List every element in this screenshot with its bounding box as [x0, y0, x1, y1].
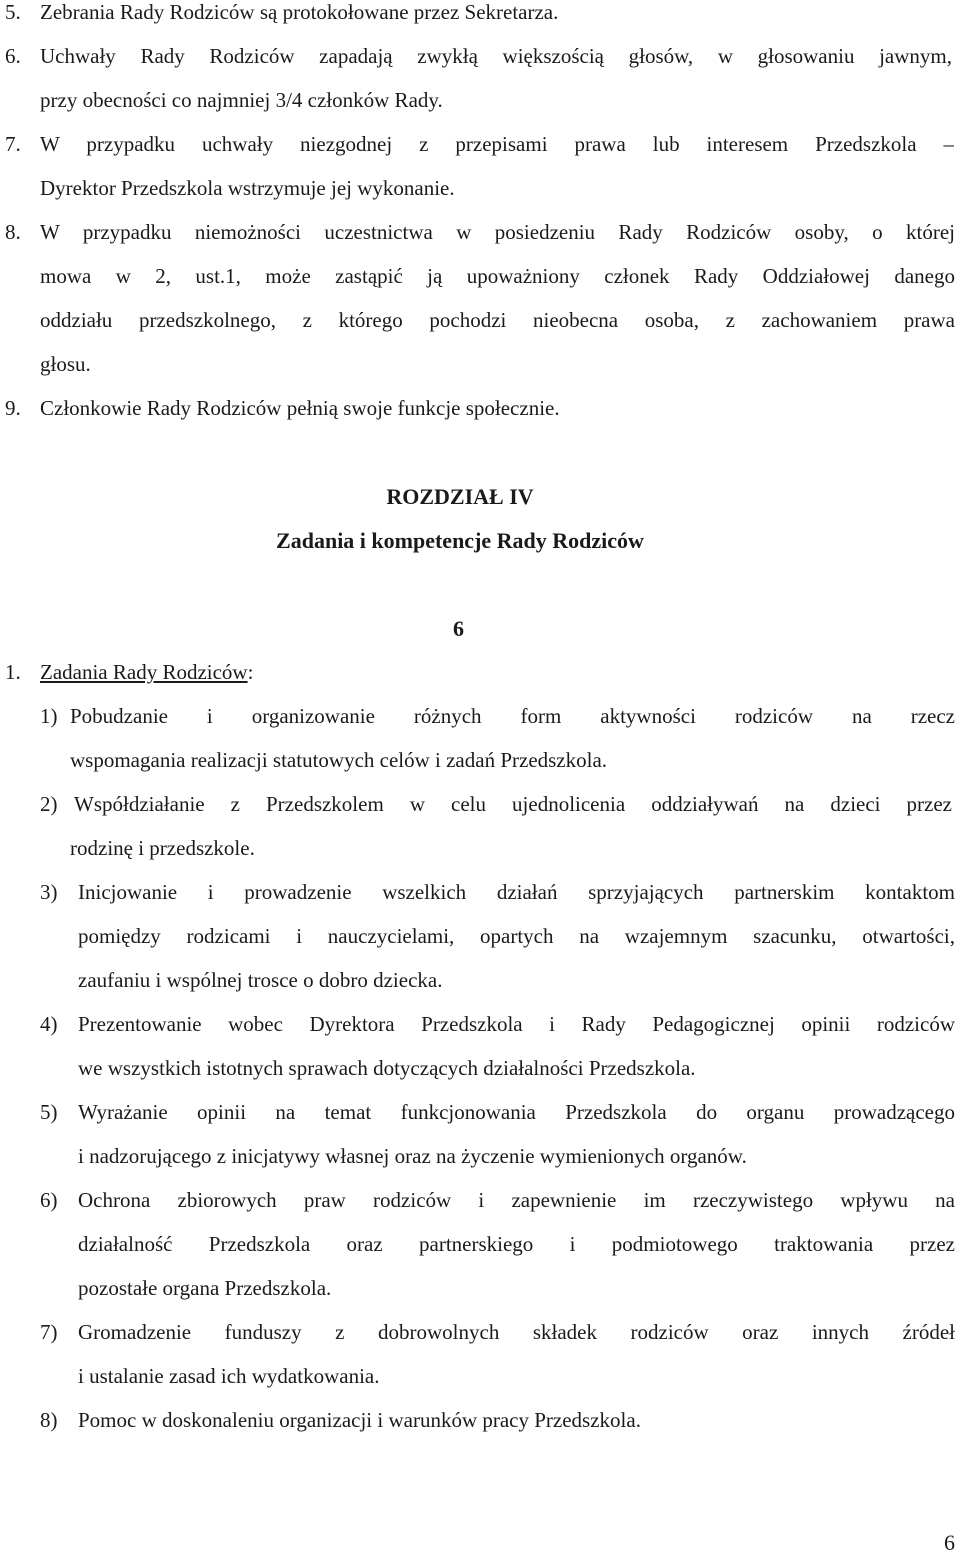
task-text: Gromadzenie funduszy z dobrowolnych składek rodziców oraz innych źródeł	[78, 1320, 955, 1344]
task-text: we wszystkich istotnych sprawach dotyczących działalności Przedszkola.	[78, 1056, 696, 1080]
task-text: Współdziałanie z Przedszkolem w celu ujednolicenia oddziaływań na dzieci przez	[74, 792, 952, 816]
list-item-text: przy obecności co najmniej 3/4 członków Rady.	[40, 88, 443, 112]
chapter-title: ROZDZIAŁ IV	[386, 484, 534, 509]
task-text: Pomoc w doskonaleniu organizacji i warunków pracy Przedszkola.	[78, 1408, 641, 1432]
task-number: 7)	[40, 1320, 58, 1344]
task-text: Pobudzanie i organizowanie różnych form aktywności rodziców na rzecz	[70, 704, 955, 728]
tasks-heading-text	[40, 660, 253, 685]
task-number: 5)	[40, 1100, 58, 1124]
task-text: zaufaniu i wspólnej trosce o dobro dziecka.	[78, 968, 443, 992]
list-item-text: Dyrektor Przedszkola wstrzymuje jej wykonanie.	[40, 176, 455, 200]
page-number: 6	[944, 1530, 955, 1555]
section-marker	[435, 616, 464, 642]
list-number: 8.	[5, 220, 21, 244]
task-text: i nadzorującego z inicjatywy własnej oraz na życzenie wymienionych organów.	[78, 1144, 747, 1168]
list-item-text: Uchwały Rady Rodziców zapadają zwykłą większością głosów, w głosowaniu jawnym,	[40, 44, 952, 68]
tasks-heading-label: Zadania Rady Rodziców	[40, 660, 248, 684]
task-number: 1)	[40, 704, 58, 728]
task-text: wspomagania realizacji statutowych celów i zadań Przedszkola.	[70, 748, 608, 772]
task-text: pozostałe organa Przedszkola.	[78, 1276, 332, 1300]
task-text: pomiędzy rodzicami i nauczycielami, opartych na wzajemnym szacunku, otwartości,	[78, 924, 955, 948]
task-text: Prezentowanie wobec Dyrektora Przedszkola i Rady Pedagogicznej opinii rodziców	[78, 1012, 955, 1036]
list-number: 6.	[5, 44, 21, 68]
list-item-text: Członkowie Rady Rodziców pełnią swoje funkcje społecznie.	[40, 396, 560, 420]
list-item-text: oddziału przedszkolnego, z którego pochodzi nieobecna osoba, z zachowaniem prawa	[40, 308, 955, 332]
task-text: Inicjowanie i prowadzenie wszelkich działań sprzyjających partnerskim kontaktom	[78, 880, 955, 904]
list-item-text: Zebrania Rady Rodziców są protokołowane przez Sekretarza.	[40, 0, 559, 24]
task-number: 4)	[40, 1012, 58, 1036]
list-number: 5.	[5, 0, 21, 24]
chapter-subtitle: Zadania i kompetencje Rady Rodziców	[276, 528, 644, 553]
task-number: 3)	[40, 880, 58, 904]
task-text: rodzinę i przedszkole.	[70, 836, 255, 860]
task-text: działalność Przedszkola oraz partnerskiego i podmiotowego traktowania przez	[78, 1232, 955, 1256]
list-item-text: mowa w 2, ust.1, może zastąpić ją upoważniony członek Rady Oddziałowej danego	[40, 264, 955, 288]
task-text: Wyrażanie opinii na temat funkcjonowania Przedszkola do organu prowadzącego	[78, 1100, 955, 1124]
list-number: 7.	[5, 132, 21, 156]
section-number: 6	[453, 616, 464, 641]
list-number: 1.	[5, 660, 21, 684]
list-item-text: głosu.	[40, 352, 91, 376]
list-item-text: W przypadku niemożności uczestnictwa w posiedzeniu Rady Rodziców osoby, o której	[40, 220, 955, 244]
task-text: i ustalanie zasad ich wydatkowania.	[78, 1364, 380, 1388]
list-number: 9.	[5, 396, 21, 420]
tasks-heading-colon: :	[247, 660, 254, 684]
task-number: 8)	[40, 1408, 58, 1432]
task-number: 6)	[40, 1188, 58, 1212]
task-text: Ochrona zbiorowych praw rodziców i zapewnienie im rzeczywistego wpływu na	[78, 1188, 955, 1212]
list-item-text: W przypadku uchwały niezgodnej z przepisami prawa lub interesem Przedszkola –	[40, 132, 954, 156]
task-number: 2)	[40, 792, 58, 816]
